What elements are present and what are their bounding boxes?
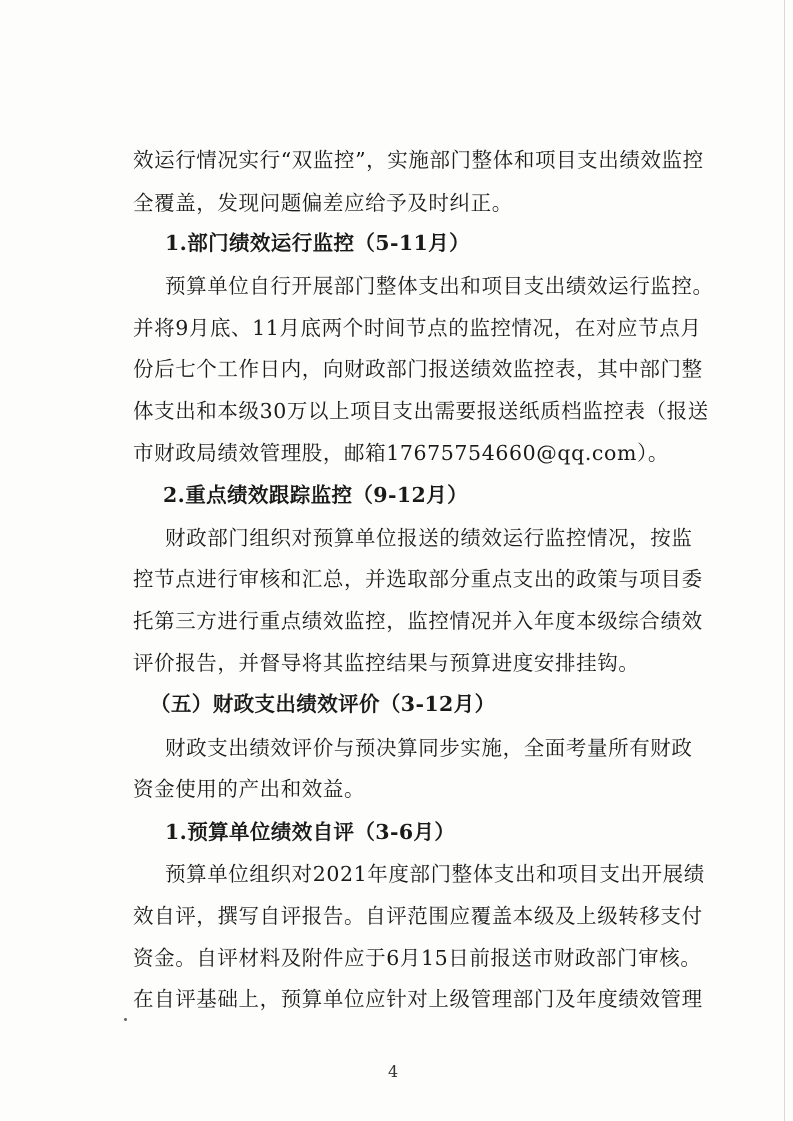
- body-text-line: 评价报告，并督导将其监控结果与预算进度安排挂钩。: [133, 651, 640, 675]
- body-text-line: 效运行情况实行“双监控”，实施部门整体和项目支出绩效监控: [133, 148, 704, 172]
- body-text-line: 财政部门组织对预算单位报送的绩效运行监控情况，按监: [165, 526, 693, 550]
- body-text-line: 并将9月底、11月底两个时间节点的监控情况，在对应节点月: [133, 316, 702, 340]
- page-edge: [784, 0, 785, 1121]
- section-heading: 2.重点绩效跟踪监控（9-12月）: [163, 483, 469, 507]
- body-text-line: 资金。自评材料及附件应于6月15日前报送市财政部门审核。: [133, 946, 702, 970]
- section-heading: （五）财政支出绩效评价（3-12月）: [150, 692, 496, 716]
- section-heading: 1.部门绩效运行监控（5-11月）: [165, 231, 471, 255]
- body-text-line: 托第三方进行重点绩效监控，监控情况并入年度本级综合绩效: [133, 609, 703, 633]
- body-text-line: 控节点进行审核和汇总，并选取部分重点支出的政策与项目委: [133, 567, 703, 591]
- body-text-line: 全覆盖，发现问题偏差应给予及时纠正。: [133, 191, 513, 215]
- body-text-line: 在自评基础上，预算单位应针对上级管理部门及年度绩效管理: [133, 987, 703, 1011]
- body-text-line: 市财政局绩效管理股，邮箱17675754660@qq.com）。: [133, 441, 669, 465]
- body-text-line: 财政支出绩效评价与预决算同步实施，全面考量所有财政: [165, 736, 693, 760]
- body-text-line: 体支出和本级30万以上项目支出需要报送纸质档监控表（报送: [133, 399, 709, 423]
- body-text-line: 预算单位自行开展部门整体支出和项目支出绩效运行监控。: [165, 274, 714, 298]
- body-text-line: 效自评，撰写自评报告。自评范围应覆盖本级及上级转移支付: [133, 904, 703, 928]
- page-number: 4: [388, 1062, 399, 1081]
- scan-speck: [124, 1018, 127, 1021]
- body-text-line: 预算单位组织对2021年度部门整体支出和项目支出开展绩: [165, 862, 705, 886]
- body-text-line: 资金使用的产出和效益。: [133, 777, 366, 801]
- body-text-line: 份后七个工作日内，向财政部门报送绩效监控表，其中部门整: [133, 357, 703, 381]
- section-heading: 1.预算单位绩效自评（3-6月）: [165, 820, 456, 844]
